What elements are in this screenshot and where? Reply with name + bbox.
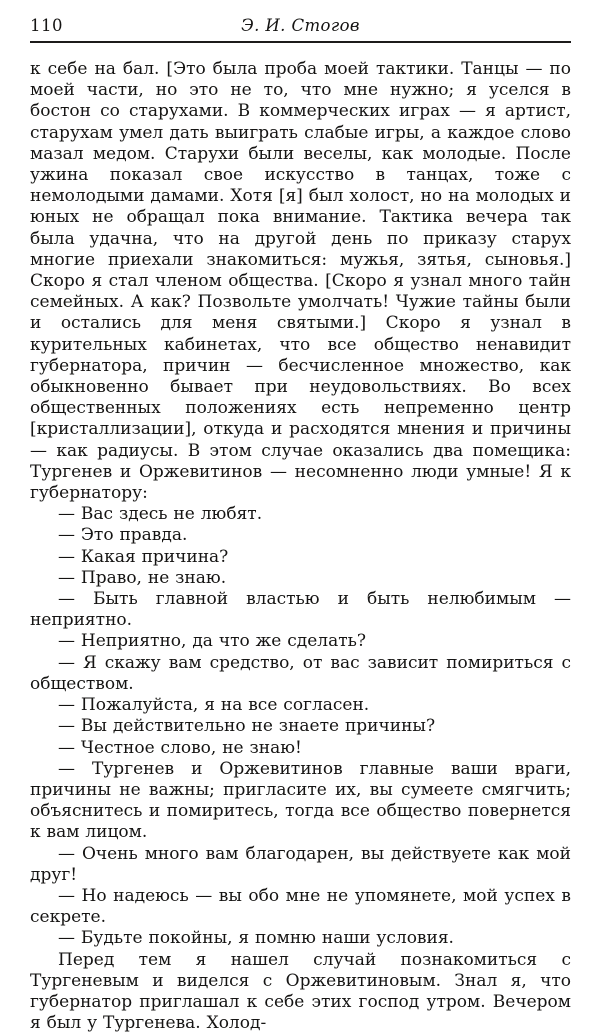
paragraph: — Честное слово, не знаю! xyxy=(58,737,302,758)
paragraph: — Но надеюсь — вы обо мне не упомянете, мой успех в секрете. xyxy=(30,885,571,928)
paragraph: — Право, не знаю. xyxy=(58,567,227,588)
paragraph: — Тургенев и Оржевитинов главные ваши враги, причины не важны; пригласите их, вы сумеете смягчить; объяснитесь и помиритесь, тогда все общество повернется к вам лицом. xyxy=(30,758,571,843)
paragraph: — Будьте покойны, я помню наши условия. xyxy=(58,928,454,949)
header-rule xyxy=(30,41,571,43)
paragraph: — Я скажу вам средство, от вас зависит помириться с обществом. xyxy=(30,652,571,694)
paragraph: — Быть главной властью и быть нелюбимым — неприятно. xyxy=(30,589,571,631)
page-header xyxy=(30,14,571,38)
paragraph: к себе на бал. [Это была проба моей тактики. Танцы — по моей части, но это не то, что мне нужно; я уселся в бостон со старухами. В коммерческих играх — я артист, старухам умел дать выиграть слабые игры, а каждое слово мазал медом. Старухи были веселы, как молодые. После ужина показал свое искусство в танцах, тоже с немолодыми дамами. Хотя [я] был холост, но на молодых и юных не обращал пока внимание. Тактика вечера так была удачна, что на другой день по приказу старух многие приехали знакомиться: мужья, зятья, сыновья.] Скоро я стал членом общества. [Скоро я узнал много тайн семейных. А как? Позвольте умолчать! Чужие тайны были и остались для меня святыми.] Скоро я узнал в курительных кабинетах, что все общество ненавидит губернатора, причин — бесчисленное множество, как обыкновенно бывает при неудовольствиях. Во всех общественных положениях есть непременно центр [кристаллизации], откуда и расходятся мнения и причины — как радиусы. В этом случае оказались два помещика: Тургенев и Оржевитинов — несомненно люди умные! Я к губернатору: xyxy=(30,59,571,504)
paragraph: — Вы действительно не знаете причины? xyxy=(58,716,436,737)
paragraph: — Вас здесь не любят. xyxy=(58,504,263,525)
paragraph: — Пожалуйста, я на все согласен. xyxy=(58,695,370,716)
paragraph: — Очень много вам благодарен, вы действуете как мой друг! xyxy=(30,843,571,885)
page-body xyxy=(30,59,571,1034)
paragraph: — Какая причина? xyxy=(58,546,229,567)
running-title: Э. И. Стогов xyxy=(241,16,360,35)
paragraph: — Неприятно, да что же сделать? xyxy=(58,631,366,652)
paragraph: — Это правда. xyxy=(58,525,188,546)
page-number: 110 xyxy=(30,16,63,35)
paragraph: Перед тем я нашел случай познакомиться с Тургеневым и виделся с Оржевитиновым. Знал я, что губернатор приглашал к себе этих господ утром. Вечером я был у Тургенева. Холод- xyxy=(30,949,571,1034)
